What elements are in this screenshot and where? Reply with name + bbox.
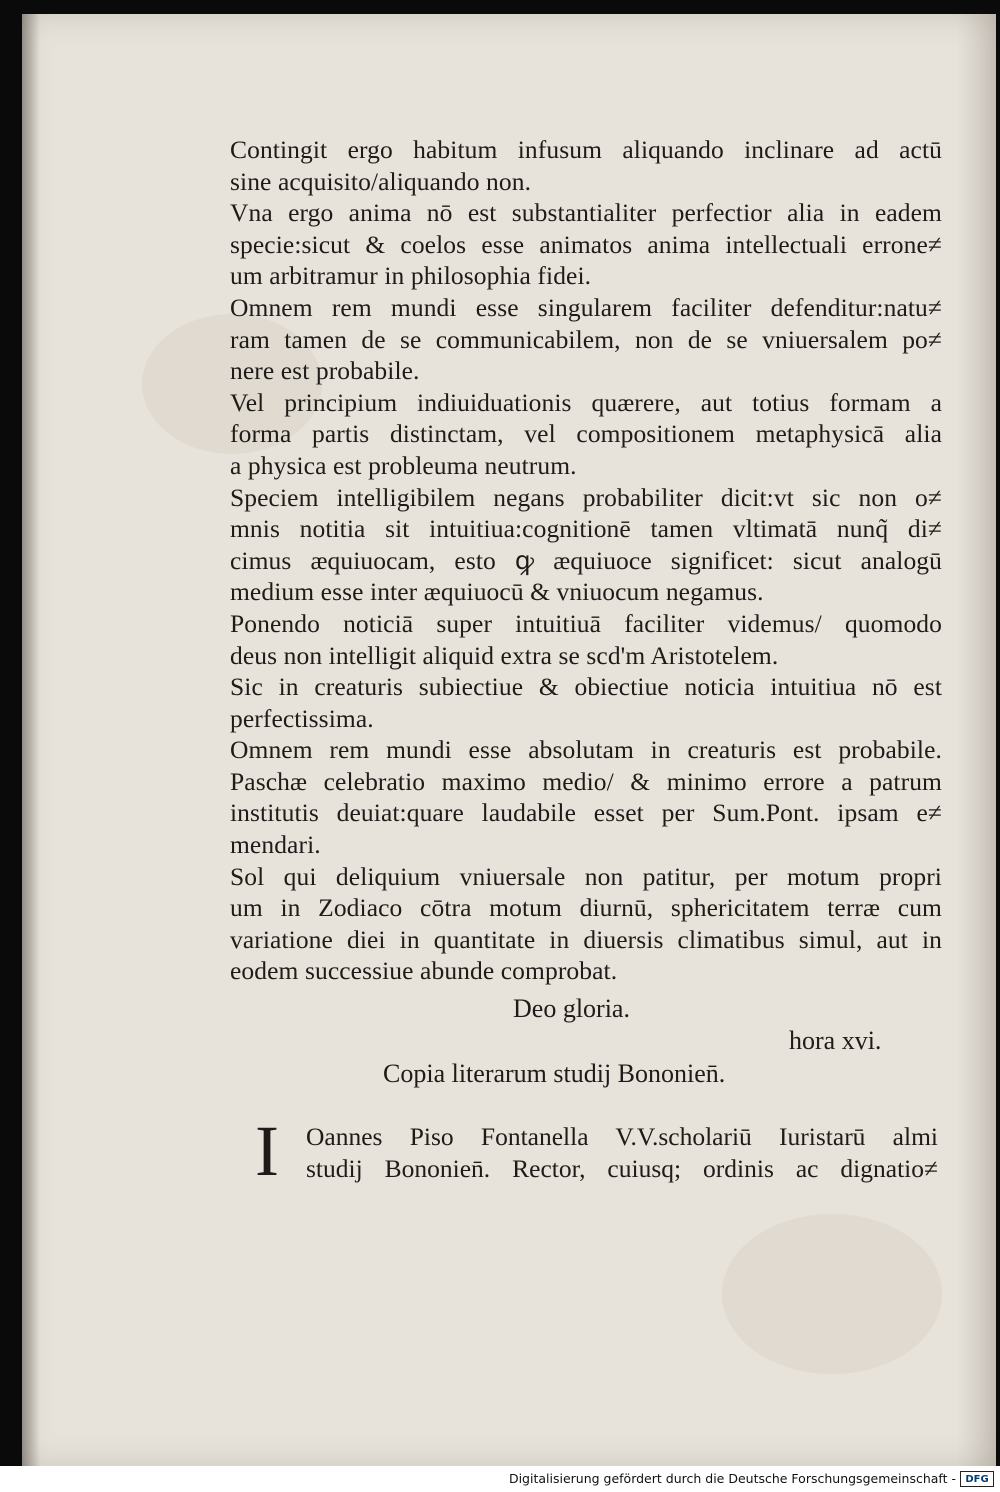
text-line: ram tamen de se communicabilem, non de se vniuersalem po≠ (230, 324, 942, 354)
section-heading: Copia literarum studij Bononien̄. (383, 1059, 726, 1088)
text-line: Sol qui deliquium vniuersale non patitur, per motum propri (230, 861, 942, 891)
body-text-block (230, 134, 942, 987)
text-line: nere est probabile. (230, 356, 420, 386)
closing-line: Deo gloria. (513, 994, 630, 1023)
text-line: studij Bononien̄. Rector, cuiusq; ordinis ac dignatio≠ (306, 1153, 938, 1183)
text-line: perfectissima. (230, 703, 374, 733)
text-line: mnis notitia sit intuitiua:cognitionē tamen vltimatā nunq̃ di≠ (230, 514, 942, 544)
text-line: Omnem rem mundi esse absolutam in creaturis est probabile. (230, 735, 942, 765)
text-line: medium esse inter æquiuocū & vniuocum negamus. (230, 577, 764, 607)
text-line: Paschæ celebratio maximo medio/ & minimo errore a patrum (230, 766, 942, 796)
paper-stain (722, 1214, 942, 1374)
text-line: Vel principium indiuiduationis quærere, aut totius formam a (230, 387, 942, 417)
text-line: Vna ergo anima nō est substantialiter perfectior alia in eadem (230, 198, 942, 228)
gutter-shadow (22, 14, 40, 1466)
text-line: specie:sicut & coelos esse animatos anima intellectuali errone≠ (230, 229, 942, 259)
text-line: forma partis distinctam, vel compositionem metaphysicā alia (230, 419, 942, 449)
drop-cap-initial: I (255, 1111, 279, 1191)
page-edge-shading (956, 14, 996, 1466)
text-line: Oannes Piso Fontanella V.V.scholariū Iuristarū almi (306, 1122, 938, 1151)
text-line: cimus æquiuocam, esto ꝙ æquiuoce significet: sicut analogū (230, 545, 942, 575)
footer-bar (0, 1466, 1000, 1492)
text-line: Sic in creaturis subiectiue & obiectiue noticia intuitiua nō est (230, 672, 942, 702)
text-line: Contingit ergo habitum infusum aliquando inclinare ad actū (230, 135, 942, 164)
dfg-logo: DFG (960, 1471, 994, 1487)
text-line: mendari. (230, 830, 321, 860)
text-line: Ponendo noticiā super intuitiuā faciliter videmus/ quomodo (230, 608, 942, 638)
text-line: Speciem intelligibilem negans probabiliter dicit:vt sic non o≠ (230, 482, 942, 512)
letter-opening-text (306, 1121, 938, 1184)
hora-line: hora xvi. (789, 1026, 882, 1055)
text-line: Omnem rem mundi esse singularem faciliter defenditur:natu≠ (230, 292, 942, 322)
text-line: institutis deuiat:quare laudabile esset per Sum.Pont. ipsam e≠ (230, 798, 942, 828)
text-line: um arbitramur in philosophia fidei. (230, 261, 592, 291)
text-line: sine acquisito/aliquando non. (230, 166, 532, 196)
text-line: um in Zodiaco cōtra motum diurnū, sphericitatem terræ cum (230, 893, 942, 923)
text-line: deus non intelligit aliquid extra se scd'm Aristotelem. (230, 640, 779, 670)
text-line: eodem successiue abunde comprobat. (230, 956, 618, 986)
text-line: a physica est probleuma neutrum. (230, 450, 577, 480)
text-line: variatione diei in quantitate in diuersis climatibus simul, aut in (230, 924, 942, 954)
funding-notice: Digitalisierung gefördert durch die Deutsche Forschungsgemeinschaft - (508, 1471, 956, 1486)
